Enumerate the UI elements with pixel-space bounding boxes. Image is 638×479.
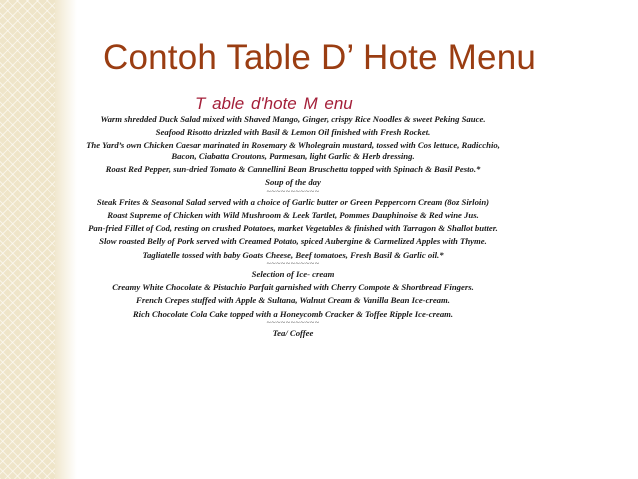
- menu-item: Tagliatelle tossed with baby Goats Cheese, Beef tomatoes, Fresh Basil & Garlic oil.*: [142, 249, 444, 260]
- menu-item: French Crepes stuffed with Apple & Sultana, Walnut Cream & Vanilla Bean Ice-cream.: [136, 295, 450, 306]
- menu-item: Soup of the day: [265, 177, 321, 188]
- menu-item: Rich Chocolate Cola Cake topped with a Honeycomb Cracker & Toffee Ripple Ice-cream.: [132, 308, 454, 319]
- menu-item: Creamy White Chocolate & Pistachio Parfait garnished with Cherry Compote & Shortbread Fingers.: [112, 282, 474, 293]
- menu-item: Slow roasted Belly of Pork served with Creamed Potato, spiced Aubergine & Carmelized Apples with Thyme.: [99, 236, 487, 247]
- menu-separator: ~~~~~~~~~~~: [266, 186, 320, 196]
- menu-separator: ~~~~~~~~~~~: [266, 259, 320, 269]
- menu-body: [78, 114, 508, 341]
- slide-title: Contoh Table D’ Hote Menu: [103, 38, 537, 77]
- menu-item: Tea/ Coffee: [272, 328, 314, 339]
- menu-item: The Yard’s own Chicken Caesar marinated in Rosemary & Wholegrain mustard, tossed with Cos lettuce, Radicchio, Bacon, Ciabatta Croutons, Parmesan, light Garlic & Herb dressing.: [86, 140, 500, 161]
- menu-item: Roast Supreme of Chicken with Wild Mushroom & Leek Tartlet, Pommes Dauphinoise & Red wine Jus.: [107, 209, 479, 220]
- menu-heading: T able d'hote M enu: [195, 94, 353, 113]
- menu-item: Seafood Risotto drizzled with Basil & Lemon Oil finished with Fresh Rocket.: [155, 127, 431, 138]
- decorative-side-pattern: [0, 0, 55, 479]
- menu-item: Roast Red Pepper, sun-dried Tomato & Cannellini Bean Bruschetta topped with Spinach & Basil Pesto.*: [105, 164, 481, 175]
- decorative-side-fade: [55, 0, 77, 479]
- menu-item: Steak Frites & Seasonal Salad served with a choice of Garlic butter or Green Peppercorn Cream (8oz Sirloin): [96, 196, 490, 207]
- menu-separator: ~~~~~~~~~~~: [266, 318, 320, 328]
- menu-item: Warm shredded Duck Salad mixed with Shaved Mango, Ginger, crispy Rice Noodles & sweet Peking Sauce.: [100, 114, 486, 124]
- menu-item: Pan-fried Fillet of Cod, resting on crushed Potatoes, market Vegetables & finished with Tarragon & Shallot butter.: [88, 223, 498, 234]
- menu-item: Selection of Ice- cream: [251, 269, 335, 280]
